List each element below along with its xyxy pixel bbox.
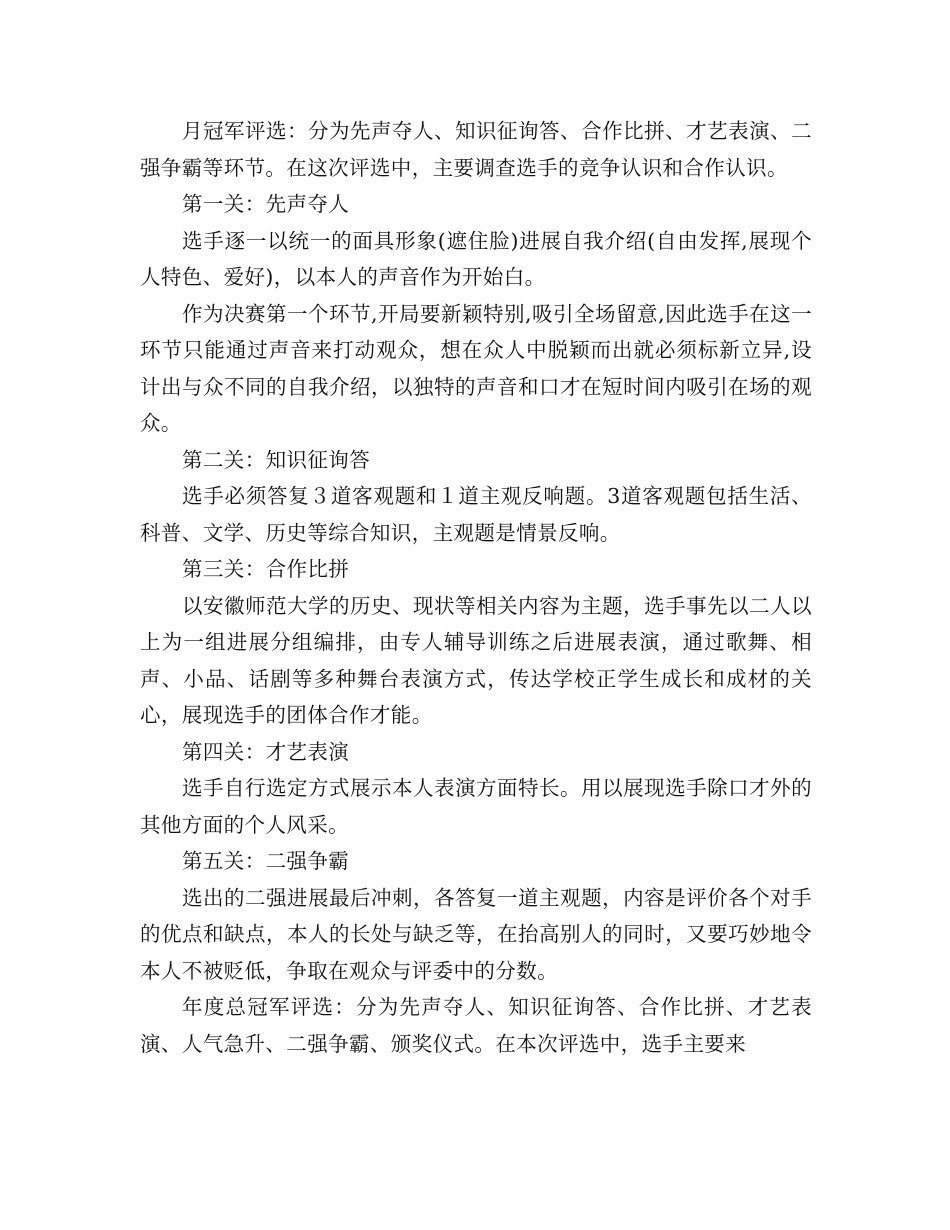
paragraph-monthly-champion: 月冠军评选：分为先声夺人、知识征询答、合作比拼、才艺表演、二强争霸等环节。在这次评选中，主要调查选手的竞争认识和合作认识。 bbox=[140, 119, 812, 180]
paragraph-stage-four: 选手自行选定方式展示本人表演方面特长。用以展现选手除口才外的其他方面的个人风采。 bbox=[140, 776, 812, 837]
heading-stage-three: 第三关：合作比拼 bbox=[182, 557, 350, 581]
heading-stage-two: 第二关：知识征询答 bbox=[182, 447, 371, 472]
heading-stage-five: 第五关：二强争霸 bbox=[182, 849, 350, 873]
paragraph-stage-two: 选手必须答复３道客观题和１道主观反响题。3道客观题包括生活、科普、文学、历史等综合知识，主观题是情景反响。 bbox=[140, 484, 812, 545]
paragraph-stage-five: 选出的二强进展最后冲刺，各答复一道主观题，内容是评价各个对手的优点和缺点，本人的长处与缺乏等，在抬高别人的同时，又要巧妙地令本人不被贬低，争取在观众与评委中的分数。 bbox=[140, 885, 812, 983]
heading-stage-four: 第四关：才艺表演 bbox=[182, 739, 350, 764]
paragraph-stage-one-detail: 作为决赛第一个环节,开局要新颖特别,吸引全场留意,因此选手在这一环节只能通过声音来打动观众，想在众人中脱颖而出就必须标新立异,设计出与众不同的自我介绍，以独特的声音和口才在短时间内吸引在场的观众。 bbox=[140, 301, 812, 435]
paragraph-annual-champion: 年度总冠军评选：分为先声夺人、知识征询答、合作比拼、才艺表演、人气急升、二强争霸、颁奖仪式。在本次评选中，选手主要来 bbox=[140, 995, 812, 1056]
paragraph-stage-one-intro: 选手逐一以统一的面具形象(遮住脸)进展自我介绍(自由发挥,展现个人特色、爱好)，以本人的声音作为开始白。 bbox=[140, 228, 812, 289]
paragraph-stage-three: 以安徽师范大学的历史、现状等相关内容为主题，选手事先以二人以上为一组进展分组编排，由专人辅导训练之后进展表演，通过歌舞、相声、小品、话剧等多种舞台表演方式，传达学校正学生成长和成材的关心，展现选手的团体合作才能。 bbox=[140, 593, 812, 727]
heading-stage-one: 第一关：先声夺人 bbox=[182, 192, 350, 216]
document-body bbox=[140, 113, 812, 1062]
